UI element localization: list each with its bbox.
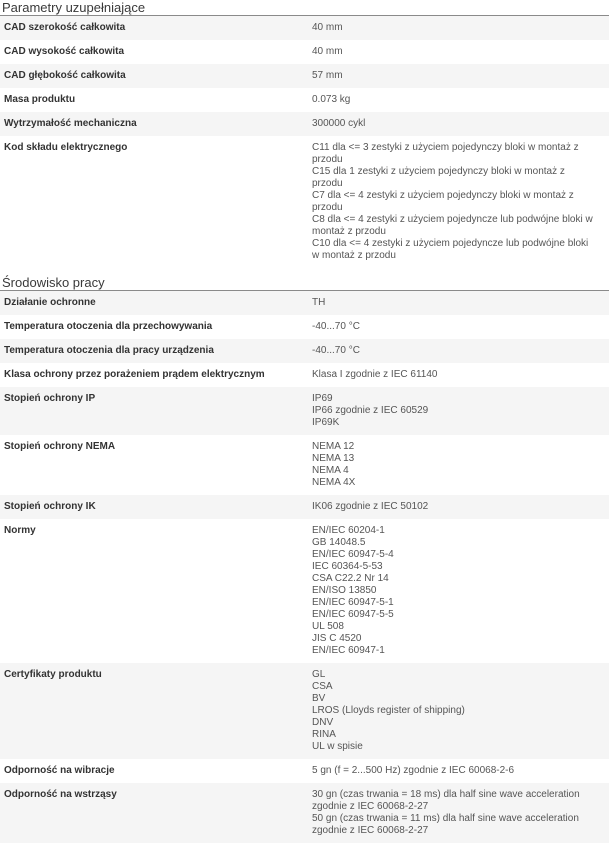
spec-value-line: C15 dla 1 zestyki z użyciem pojedynczy bloki w montaż z — [312, 166, 565, 177]
spec-value-line: IEC 60364-5-53 — [312, 561, 383, 572]
spec-row — [0, 88, 609, 112]
spec-row — [0, 663, 609, 759]
spec-row — [0, 519, 609, 663]
spec-value-line: 57 mm — [312, 70, 343, 81]
spec-label: Temperatura otoczenia dla pracy urządzenia — [0, 339, 308, 363]
spec-value-line: UL 508 — [312, 621, 344, 632]
spec-value-line: IP69 — [312, 393, 333, 404]
spec-value-line: JIS C 4520 — [312, 633, 362, 644]
spec-value-line: montaż z przodu — [312, 226, 386, 237]
spec-value-line: 40 mm — [312, 22, 343, 33]
spec-value-line: C7 dla <= 4 zestyki z użyciem pojedynczy bloki w montaż z — [312, 190, 574, 201]
spec-value-line: EN/IEC 60204-1 — [312, 525, 385, 536]
spec-value-line: 40 mm — [312, 46, 343, 57]
spec-value-line: EN/IEC 60947-5-1 — [312, 597, 394, 608]
spec-value-line: 5 gn (f = 2...500 Hz) zgodnie z IEC 60068-2-6 — [312, 765, 515, 776]
spec-value-line: NEMA 12 — [312, 441, 355, 452]
spec-value-line: RINA — [312, 729, 336, 740]
spec-value — [308, 40, 609, 64]
spec-value-line: C8 dla <= 4 zestyki z użyciem pojedyncze lub podwójne bloki w — [312, 214, 593, 225]
spec-value-line: -40...70 °C — [312, 345, 360, 356]
spec-value — [308, 363, 609, 387]
spec-row — [0, 339, 609, 363]
spec-value-line: przodu — [312, 154, 343, 165]
spec-value — [308, 339, 609, 363]
spec-row — [0, 783, 609, 843]
spec-value-line: EN/IEC 60947-5-5 — [312, 609, 394, 620]
spec-value-line: LROS (Lloyds register of shipping) — [312, 705, 465, 716]
section-complementary — [0, 0, 609, 268]
spec-value-line: UL w spisie — [312, 741, 363, 752]
spec-table-complementary — [0, 16, 609, 268]
spec-row — [0, 16, 609, 40]
spec-value — [308, 315, 609, 339]
spec-value-line: w montaż z przodu — [312, 250, 396, 261]
spec-row — [0, 759, 609, 783]
spec-row — [0, 291, 609, 315]
spec-value-line: DNV — [312, 717, 334, 728]
spec-value-line: C11 dla <= 3 zestyki z użyciem pojedynczy bloki w montaż z — [312, 142, 579, 153]
spec-value-line: -40...70 °C — [312, 321, 360, 332]
spec-value — [308, 663, 609, 759]
spec-value-line: zgodnie z IEC 60068-2-27 — [312, 801, 429, 812]
spec-label: Stopień ochrony IK — [0, 495, 308, 519]
spec-label: Normy — [0, 519, 308, 663]
spec-label: Wytrzymałość mechaniczna — [0, 112, 308, 136]
spec-value — [308, 387, 609, 435]
spec-label: Temperatura otoczenia dla przechowywania — [0, 315, 308, 339]
spec-row — [0, 112, 609, 136]
spec-row — [0, 435, 609, 495]
spec-value-line: BV — [312, 693, 326, 704]
spec-value-line: NEMA 13 — [312, 453, 355, 464]
spec-value-line: NEMA 4 — [312, 465, 349, 476]
spec-value-line: 300000 cykl — [312, 118, 366, 129]
spec-row — [0, 363, 609, 387]
spec-value-line: EN/ISO 13850 — [312, 585, 377, 596]
spec-label: Stopień ochrony NEMA — [0, 435, 308, 495]
spec-label: Masa produktu — [0, 88, 308, 112]
spec-value-line: IP69K — [312, 417, 340, 428]
spec-value — [308, 136, 609, 268]
spec-row — [0, 495, 609, 519]
spec-value — [308, 519, 609, 663]
spec-label: CAD głębokość całkowita — [0, 64, 308, 88]
spec-table-environment — [0, 291, 609, 843]
spec-label: Kod składu elektrycznego — [0, 136, 308, 268]
section-title-environment: Środowisko pracy — [0, 275, 609, 291]
spec-value — [308, 16, 609, 40]
spec-value-line: C10 dla <= 4 zestyki z użyciem pojedyncze lub podwójne bloki — [312, 238, 589, 249]
section-title-complementary: Parametry uzupełniające — [0, 0, 609, 16]
spec-label: Odporność na wstrząsy — [0, 783, 308, 843]
spec-value — [308, 759, 609, 783]
spec-value-line: GB 14048.5 — [312, 537, 366, 548]
spec-value — [308, 64, 609, 88]
spec-label: Certyfikaty produktu — [0, 663, 308, 759]
spec-value-line: 0.073 kg — [312, 94, 351, 105]
spec-value-line: CSA C22.2 Nr 14 — [312, 573, 389, 584]
spec-row — [0, 40, 609, 64]
spec-row — [0, 136, 609, 268]
spec-value-line: NEMA 4X — [312, 477, 356, 488]
spec-label: Klasa ochrony przez porażeniem prądem elektrycznym — [0, 363, 308, 387]
spec-value — [308, 88, 609, 112]
spec-row — [0, 387, 609, 435]
spec-value-line: 50 gn (czas trwania = 11 ms) dla half sine wave acceleration — [312, 813, 579, 824]
spec-value-line: IK06 zgodnie z IEC 50102 — [312, 501, 429, 512]
spec-value — [308, 112, 609, 136]
spec-value-line: TH — [312, 297, 326, 308]
spec-value — [308, 291, 609, 315]
spec-value-line: zgodnie z IEC 60068-2-27 — [312, 825, 429, 836]
spec-value-line: 30 gn (czas trwania = 18 ms) dla half sine wave acceleration — [312, 789, 580, 800]
spec-label: Stopień ochrony IP — [0, 387, 308, 435]
spec-label: Działanie ochronne — [0, 291, 308, 315]
spec-value-line: przodu — [312, 178, 343, 189]
spec-value — [308, 435, 609, 495]
section-environment — [0, 275, 609, 843]
spec-value-line: przodu — [312, 202, 343, 213]
spec-row — [0, 64, 609, 88]
spec-label: CAD szerokość całkowita — [0, 16, 308, 40]
spec-value-line: GL — [312, 669, 326, 680]
spec-value-line: EN/IEC 60947-5-4 — [312, 549, 394, 560]
spec-value-line: EN/IEC 60947-1 — [312, 645, 385, 656]
spec-value-line: CSA — [312, 681, 333, 692]
spec-label: Odporność na wibracje — [0, 759, 308, 783]
spec-value-line: Klasa I zgodnie z IEC 61140 — [312, 369, 438, 380]
spec-label: CAD wysokość całkowita — [0, 40, 308, 64]
spec-row — [0, 315, 609, 339]
spec-value — [308, 783, 609, 843]
spec-value — [308, 495, 609, 519]
spec-value-line: IP66 zgodnie z IEC 60529 — [312, 405, 429, 416]
